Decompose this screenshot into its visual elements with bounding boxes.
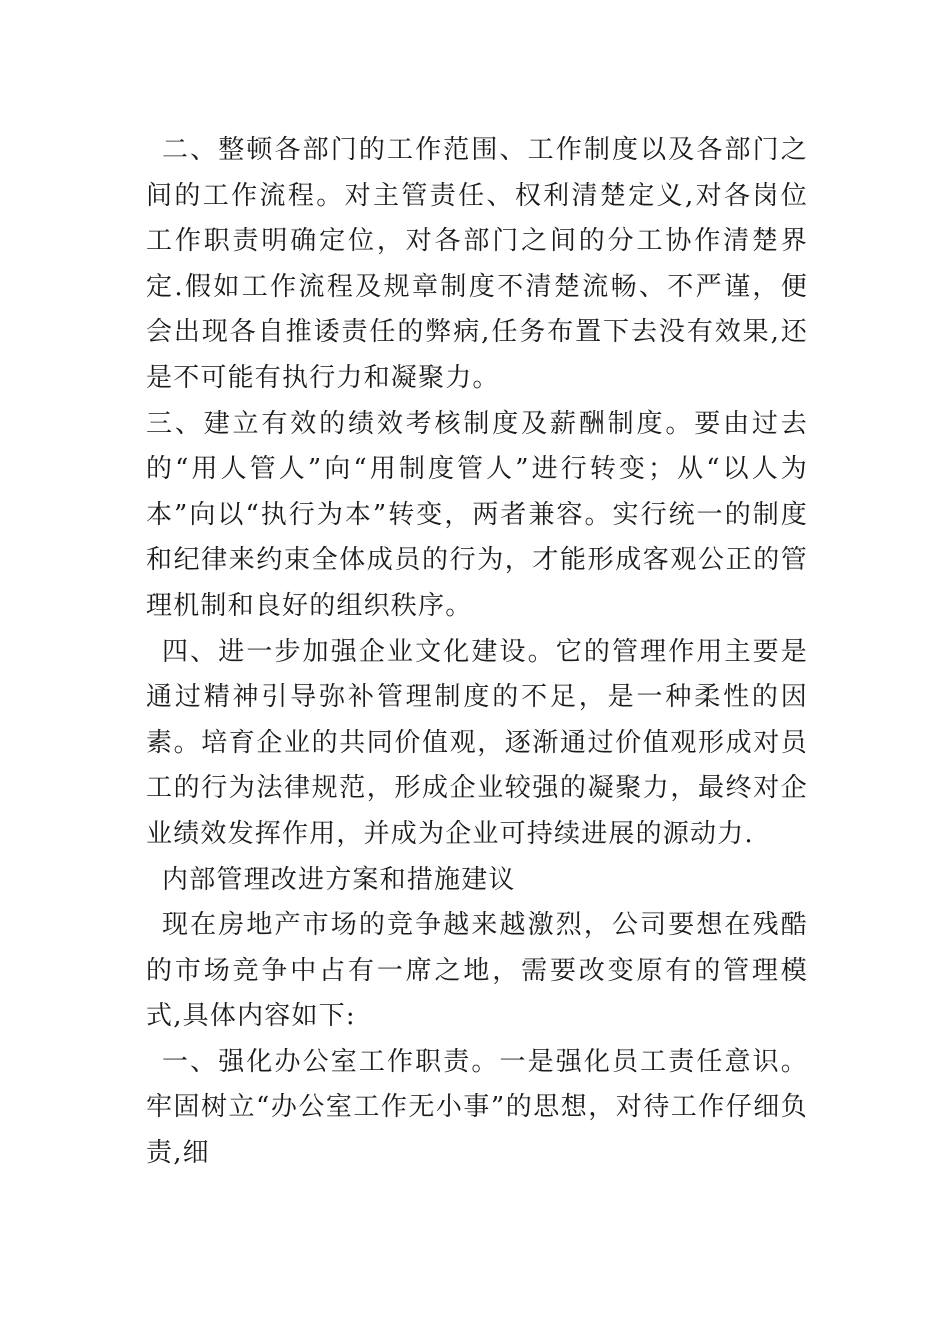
paragraph-item-one: 一、强化办公室工作职责。一是强化员工责任意识。牢固树立“办公室工作无小事”的思想，对待工作仔细负责,细 [146, 1046, 808, 1169]
paragraph-section-three: 三、建立有效的绩效考核制度及薪酬制度。要由过去的“用人管人”向“用制度管人”进行转变；从“以人为本”向以“执行为本”转变，两者兼容。实行统一的制度和纪律来约束全体成员的行为，才能形成客观公正的管理机制和良好的组织秩序。 [146, 408, 808, 621]
paragraph-section-two: 二、整顿各部门的工作范围、工作制度以及各部门之间的工作流程。对主管责任、权利清楚定义,对各岗位工作职责明确定位，对各部门之间的分工协作清楚界定.假如工作流程及规章制度不清楚流畅、不严谨，便会出现各自推诿责任的弊病,任务布置下去没有效果,还是不可能有执行力和凝聚力。 [146, 135, 808, 393]
section-heading: 内部管理改进方案和措施建议 [162, 864, 516, 895]
paragraph-section-four: 四、进一步加强企业文化建设。它的管理作用主要是通过精神引导弥补管理制度的不足，是一种柔性的因素。培育企业的共同价值观，逐渐通过价值观形成对员工的行为法律规范，形成企业较强的凝聚力，最终对企业绩效发挥作用，并成为企业可持续进展的源动力. [146, 636, 808, 849]
paragraph-intro: 现在房地产市场的竞争越来越激烈，公司要想在残酷的市场竞争中占有一席之地，需要改变原有的管理模式,具体内容如下: [146, 910, 808, 1032]
document-body [146, 128, 808, 1177]
